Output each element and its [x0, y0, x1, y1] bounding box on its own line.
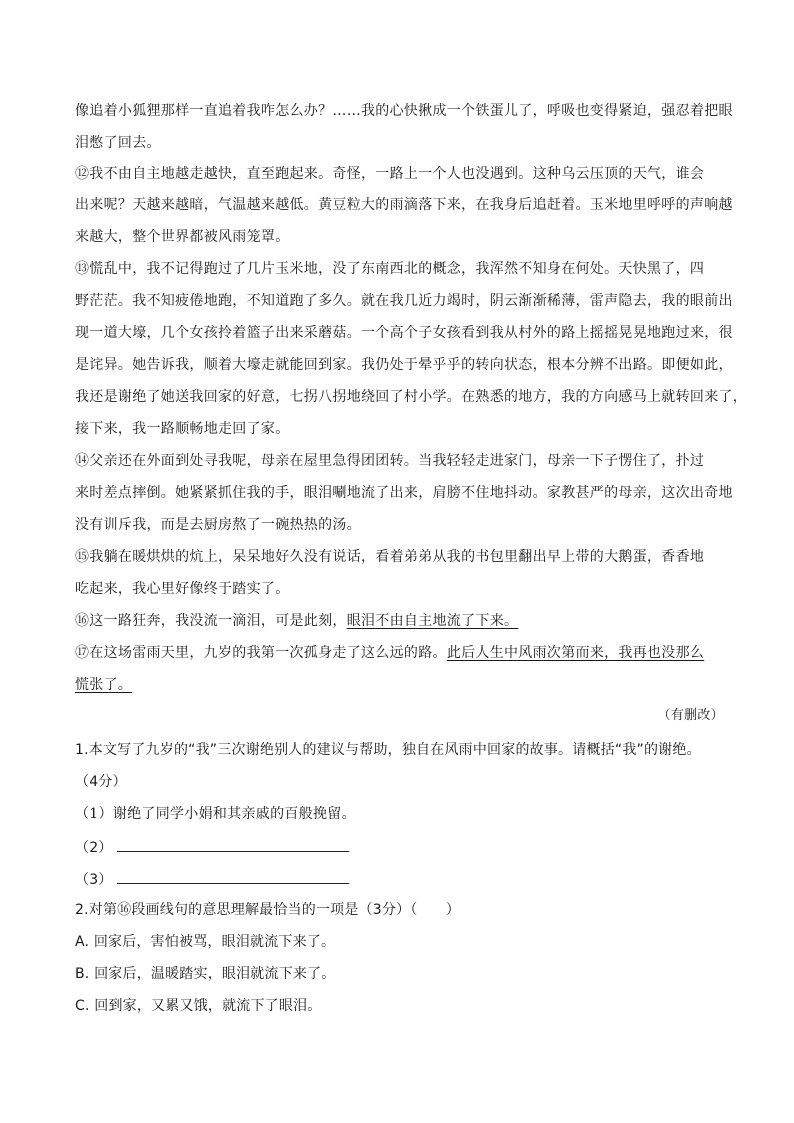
p13-line-1: ⑬慌乱中，我不记得跑过了几片玉米地，没了东南西北的概念，我浑然不知身在何处。天快黑了，四 — [75, 261, 705, 277]
p17-line-1 — [75, 644, 704, 662]
q1-stem: 1.本文写了九岁的“我”三次谢绝别人的建议与帮助，独自在风雨中回家的故事。请概括“我”的谢绝。 — [75, 742, 701, 758]
p17-underlined-sentence-cont: 慌张了。 — [75, 677, 133, 693]
p17-line-2 — [75, 676, 132, 694]
p13-line-3: 现一道大壕，几个女孩拎着篮子出来采蘑菇。一个高个子女孩看到我从村外的路上摇摇晃晃地跑过来，很 — [75, 325, 733, 341]
q1-answer-3-blank[interactable] — [117, 869, 349, 884]
p11-line-1: 像追着小狐狸那样一直追着我咋怎么办？……我的心快揪成一个铁蛋儿了，呼吸也变得紧迫，强忍着把眼 — [75, 103, 733, 119]
q2-option-a[interactable]: A. 回家后，害怕被骂，眼泪就流下来了。 — [75, 934, 336, 950]
p13-line-2: 野茫茫。我不知疲倦地跑，不知道跑了多久。就在我几近力竭时，阴云渐渐稀薄，雷声隐去，我的眼前出 — [75, 293, 733, 309]
p13-line-5: 我还是谢绝了她送我回家的好意，七拐八拐地绕回了村小学。在熟悉的地方，我的方向感马上就转回来了， — [75, 389, 748, 405]
q1-answer-2-label: （2） — [75, 840, 113, 856]
p12-line-2: 出来呢？天越来越暗，气温越来越低。黄豆粒大的雨滴落下来，在我身后追赶着。玉米地里呼呼的声响越 — [75, 197, 733, 213]
p16-line — [75, 612, 518, 630]
q1-answer-2-blank[interactable] — [117, 837, 349, 852]
q1-answer-2-row — [75, 837, 349, 857]
p14-line-1: ⑭父亲还在外面到处寻我呢，母亲在屋里急得团团转。当我轻轻走进家门，母亲一下子愣住了，扑过 — [75, 453, 705, 469]
p13-line-4: 是诧异。她告诉我，顺着大壕走就能回到家。我仍处于晕乎乎的转向状态，根本分辨不出路。即便如此， — [75, 357, 733, 373]
source-note: （有删改） — [657, 708, 724, 723]
p14-line-3: 没有训斥我，而是去厨房熬了一碗热热的汤。 — [75, 517, 361, 533]
p12-line-3: 来越大，整个世界都被风雨笼罩。 — [75, 229, 290, 245]
q2-option-c[interactable]: C. 回到家，又累又饿，就流下了眼泪。 — [75, 998, 322, 1014]
p16-plain-text: ⑯这一路狂奔，我没流一滴泪，可是此刻， — [75, 613, 347, 629]
p15-line-2: 吃起来，我心里好像终于踏实了。 — [75, 581, 290, 597]
q1-answer-3-label: （3） — [75, 872, 113, 888]
p15-line-1: ⑮我躺在暖烘烘的炕上，呆呆地好久没有说话，看着弟弟从我的书包里翻出早上带的大鹅蛋，香香地 — [75, 549, 705, 565]
p12-line-1: ⑫我不由自主地越走越快，直至跑起来。奇怪，一路上一个人也没遇到。这种乌云压顶的天气，谁会 — [75, 166, 705, 182]
p17-underlined-sentence: 此后人生中风雨次第而来，我再也没那么 — [446, 645, 705, 661]
p13-line-6: 接下来，我一路顺畅地走回了家。 — [75, 421, 290, 437]
p17-plain-text: ⑰在这场雷雨天里，九岁的我第一次孤身走了这么远的路。 — [75, 645, 447, 661]
p14-line-2: 来时差点摔倒。她紧紧抓住我的手，眼泪唰地流了出来，肩膀不住地抖动。家教甚严的母亲，这次出奇地 — [75, 485, 733, 501]
p16-underlined-sentence: 眼泪不由自主地流了下来。 — [346, 613, 519, 629]
q2-stem: 2.对第⑯段画线句的意思理解最恰当的一项是（3分）（ ） — [75, 902, 461, 918]
q1-answer-1: （1）谢绝了同学小娟和其亲戚的百般挽留。 — [75, 806, 356, 822]
q1-score: （4分） — [75, 774, 127, 790]
p11-line-2: 泪憋了回去。 — [75, 135, 161, 151]
q1-answer-3-row — [75, 869, 349, 889]
q2-option-b[interactable]: B. 回家后，温暖踏实，眼泪就流下来了。 — [75, 966, 336, 982]
